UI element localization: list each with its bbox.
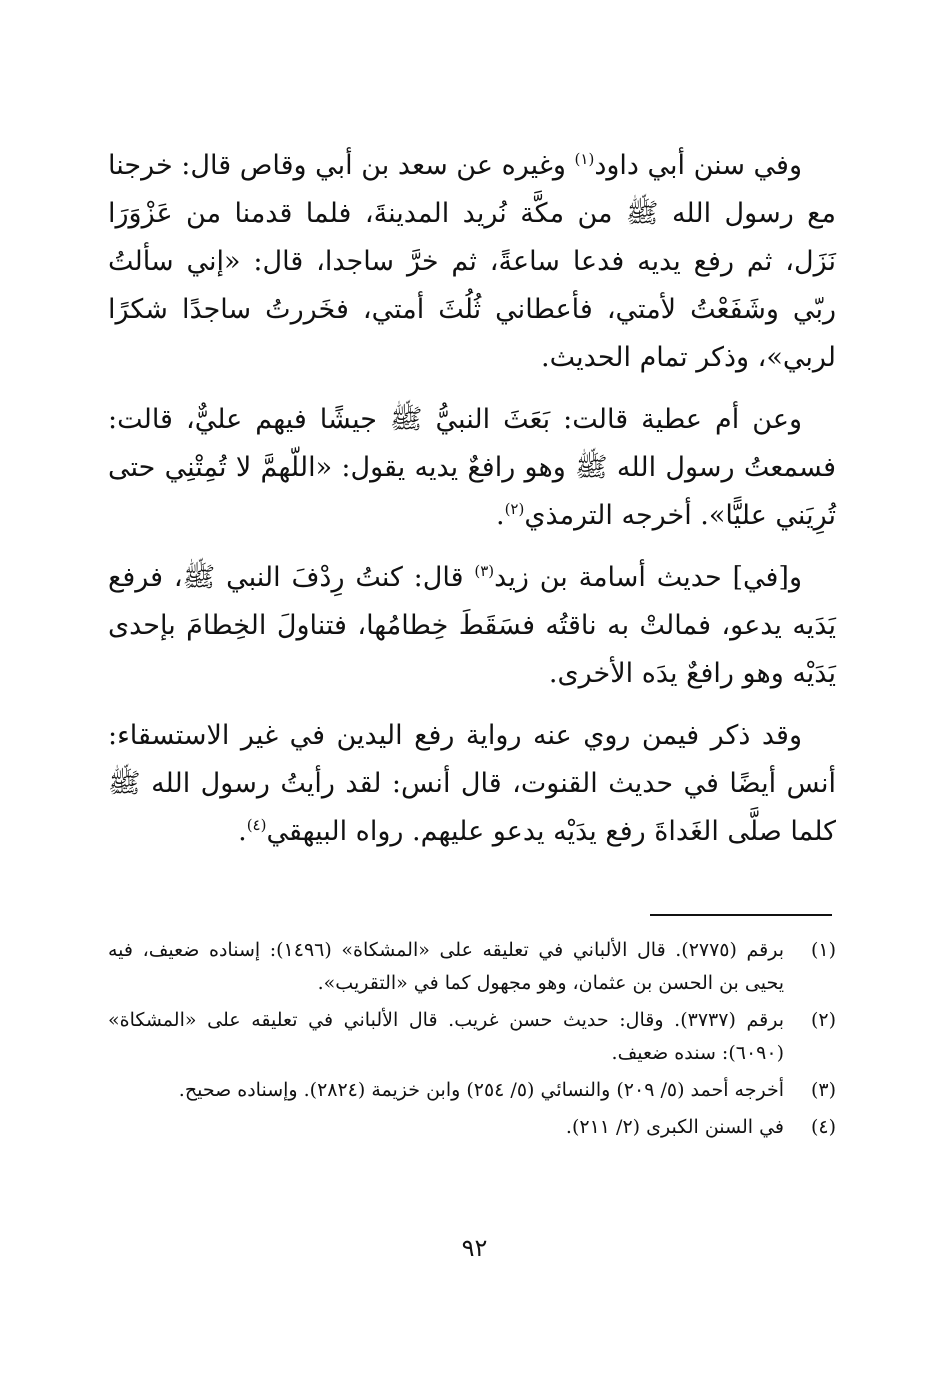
footnote-ref-2: (٢) <box>504 500 525 518</box>
paragraph-1 <box>108 142 836 382</box>
paragraph-3-text: و[في] حديث أسامة بن زيد <box>494 562 802 593</box>
footnote-ref-3: (٣) <box>474 562 495 580</box>
paragraph-4 <box>108 712 836 856</box>
page-number: ٩٢ <box>461 1234 488 1262</box>
paragraph-4-text: وقد ذكر فيمن روي عنه رواية رفع اليدين في غير الاستسقاء: أنس أيضًا في حديث القنوت، قال أنس: لقد رأيتُ رسول الله ﷺ كلما صلَّى الغَداةَ رفع يدَيْه يدعو عليهم. رواه البيهقي <box>108 720 836 847</box>
footnote-4-text: في السنن الكبرى (٢/ ٢١١). <box>565 1116 784 1138</box>
paragraph-1-text-cont: وغيره عن سعد بن أبي وقاص قال: خرجنا مع رسول الله ﷺ من مكَّة نُريد المدينةَ، فلما قدمنا من عَزْوَرَا نَزَل، ثم رفع يديه فدعا ساعةً، ثم خرَّ ساجدا، قال: «إني سألتُ ربّي وشَفَعْتُ لأمتي، فأعطاني ثُلُثَ أمتي، فخَررتُ ساجدًا شكرًا لربي»، وذكر تمام الحديث. <box>108 150 836 373</box>
paragraph-3 <box>108 554 836 698</box>
paragraph-3-text-cont: قال: كنتُ رِدْفَ النبي ﷺ، فرفع يَدَيه يدعو، فمالتْ به ناقتُه فسَقَطَ خِطامُها، فتناولَ الخِطامَ بإحدى يَدَيْه وهو رافعٌ يدَه الأخرى. <box>108 562 836 689</box>
footnote-1-number: (١) <box>810 939 836 961</box>
footnotes <box>108 934 836 1148</box>
main-text <box>108 142 836 870</box>
paragraph-2 <box>108 396 836 540</box>
paragraph-2-text: وعن أم عطية قالت: بَعَثَ النبيُّ ﷺ جيشًا فيهم عليٌّ، قالت: فسمعتُ رسول الله ﷺ وهو رافعٌ يديه يقول: «اللّهمَّ لا تُمِتْنِي حتى تُرِيَني عليًّا». أخرجه الترمذي <box>108 404 836 531</box>
footnote-1 <box>108 934 836 1000</box>
paragraph-1-text: وفي سنن أبي داود <box>594 150 802 181</box>
footnote-1-text: برقم (٢٧٧٥). قال الألباني في تعليقه على «المشكاة» (١٤٩٦): إسناده ضعيف، فيه يحيى بن الحسن بن عثمان، وهو مجهول كما في «التقريب». <box>108 939 785 994</box>
footnote-ref-4: (٤) <box>246 816 267 834</box>
footnote-2 <box>108 1004 836 1070</box>
footnote-4 <box>108 1111 836 1144</box>
footnote-2-number: (٢) <box>810 1009 836 1031</box>
footnote-3-text: أخرجه أحمد (٥/ ٢٠٩) والنسائي (٥/ ٢٥٤) وابن خزيمة (٢٨٢٤). وإسناده صحيح. <box>178 1079 784 1101</box>
paragraph-2-text-cont: . <box>495 500 505 531</box>
footnote-separator <box>650 914 832 916</box>
paragraph-4-text-cont: . <box>238 816 247 847</box>
footnote-ref-1: (١) <box>574 150 595 168</box>
footnote-3 <box>108 1074 836 1107</box>
footnote-3-number: (٣) <box>810 1079 836 1101</box>
footnote-4-number: (٤) <box>810 1116 836 1138</box>
footnote-2-text: برقم (٣٧٣٧). وقال: حديث حسن غريب. قال الألباني في تعليقه على «المشكاة» (٦٠٩٠): سنده ضعيف. <box>108 1009 784 1064</box>
